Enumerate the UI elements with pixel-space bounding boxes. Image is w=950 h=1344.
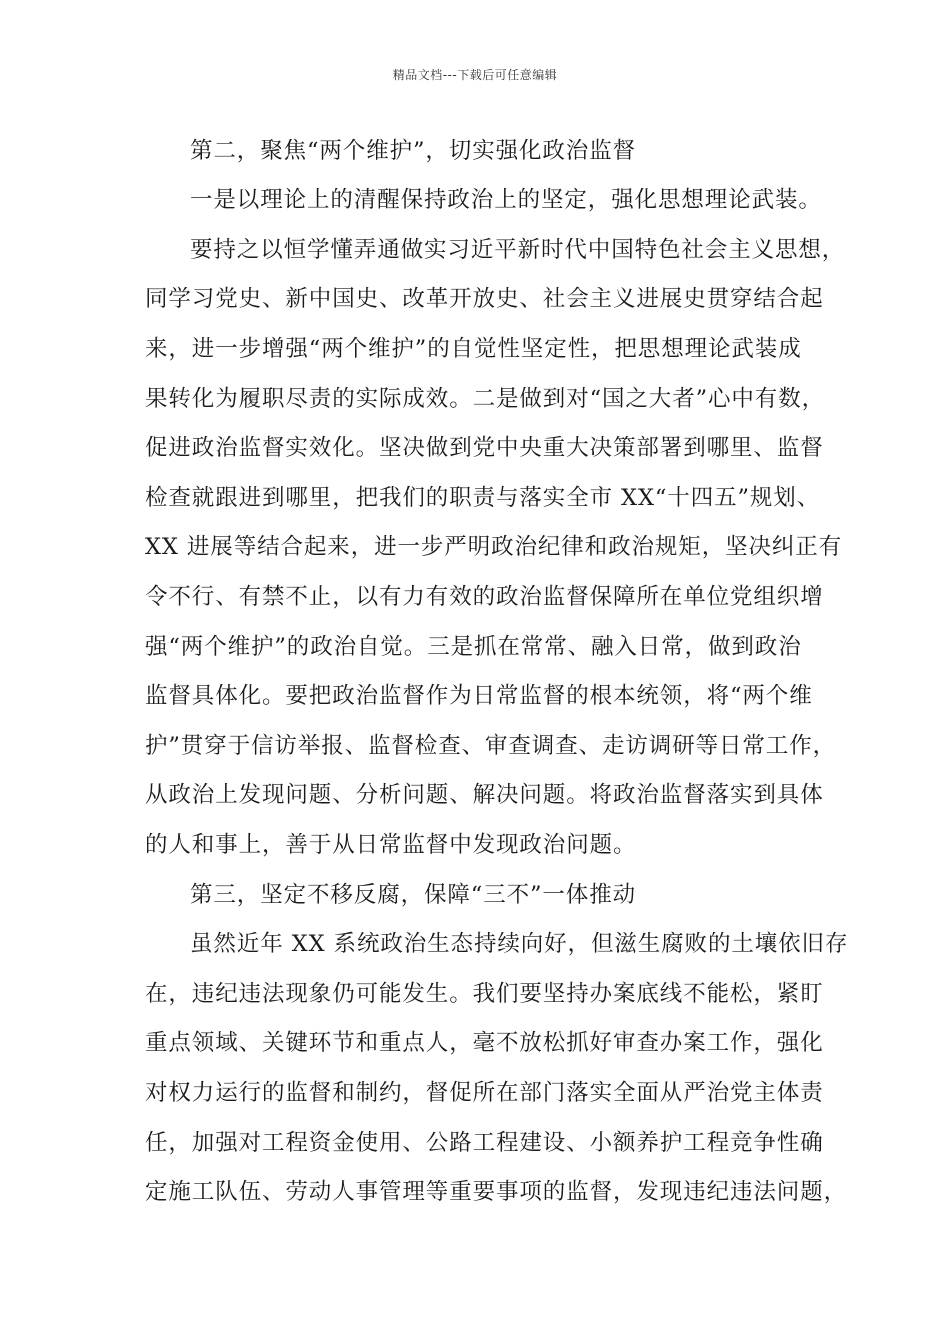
paragraph-line: 检查就跟进到哪里，把我们的职责与落实全市 XX“十四五”规划、 xyxy=(145,485,821,511)
paragraph-line: 虽然近年 XX 系统政治生态持续向好，但滋生腐败的土壤依旧存 xyxy=(190,931,849,957)
paragraph-line: 来，进一步增强“两个维护”的自觉性坚定性，把思想理论武装成 xyxy=(145,336,802,362)
paragraph-line: 监督具体化。要把政治监督作为日常监督的根本统领，将“两个维 xyxy=(145,683,813,709)
page-header: 精品文档---下载后可任意编辑 xyxy=(392,68,558,82)
paragraph-line: 强“两个维护”的政治自觉。三是抓在常常、融入日常，做到政治 xyxy=(145,634,802,660)
paragraph-line: 的人和事上，善于从日常监督中发现政治问题。 xyxy=(145,832,637,858)
section-heading: 第三，坚定不移反腐，保障“三不”一体推动 xyxy=(190,882,637,908)
paragraph-line: 促进政治监督实效化。坚决做到党中央重大决策部署到哪里、监督 xyxy=(145,435,824,461)
paragraph-line: 对权力运行的监督和制约，督促所在部门落实全面从严治党主体责 xyxy=(145,1080,824,1106)
paragraph-line: 在，违纪违法现象仍可能发生。我们要坚持办案底线不能松，紧盯 xyxy=(145,981,824,1007)
paragraph-line: 果转化为履职尽责的实际成效。二是做到对“国之大者”心中有数， xyxy=(145,386,826,412)
paragraph-line: 一是以理论上的清醒保持政治上的坚定，强化思想理论武装。 xyxy=(190,187,822,213)
section-heading: 第二，聚焦“两个维护”，切实强化政治监督 xyxy=(190,138,637,164)
paragraph-line: XX 进展等结合起来，进一步严明政治纪律和政治规矩，坚决纠正有 xyxy=(145,534,843,560)
paragraph-line: 重点领域、关键环节和重点人，毫不放松抓好审查办案工作，强化 xyxy=(145,1030,824,1056)
paragraph-line: 护”贯穿于信访举报、监督检查、审查调查、走访调研等日常工作， xyxy=(145,733,837,759)
paragraph-line: 定施工队伍、劳动人事管理等重要事项的监督，发现违纪违法问题， xyxy=(145,1179,848,1205)
paragraph-line: 任，加强对工程资金使用、公路工程建设、小额养护工程竞争性确 xyxy=(145,1130,824,1156)
paragraph-line: 从政治上发现问题、分析问题、解决问题。将政治监督落实到具体 xyxy=(145,782,824,808)
paragraph-line: 要持之以恒学懂弄通做实习近平新时代中国特色社会主义思想， xyxy=(190,237,846,263)
paragraph-line: 令不行、有禁不止，以有力有效的政治监督保障所在单位党组织增 xyxy=(145,584,824,610)
paragraph-line: 同学习党史、新中国史、改革开放史、社会主义进展史贯穿结合起 xyxy=(145,286,824,312)
